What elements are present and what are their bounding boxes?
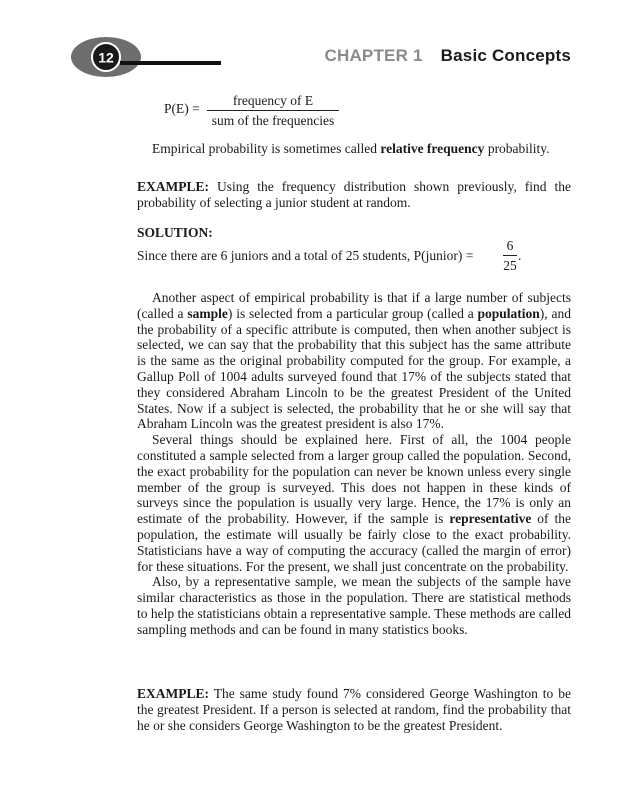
- solution-label: SOLUTION:: [137, 225, 213, 240]
- para-1-part-a: Another aspect of empirical probability is that if a large number of subjects (called a: [137, 290, 571, 321]
- example-1-label: EXAMPLE:: [137, 179, 209, 194]
- formula-lhs: P(E) =: [164, 101, 200, 116]
- para-2-part-a: Several things should be explained here. First of all, the 1004 people constituted a sample selected from a larger group called the population. Second, the exact probability for the population can never be known unless every single member of the group is surveyed. This does not happen in these kinds of surveys since the population is usually very large. Hence, the 17% is only an estimate of the probability. However, if the sample is: [137, 432, 571, 527]
- solution-fraction-bar: [503, 255, 517, 256]
- example-2-text: The same study found 7% considered George Washington to be the greatest President. If a person is selected at random, find the probability that he or she considers George Washington to be the greatest President.: [137, 686, 571, 733]
- example-2-label: EXAMPLE:: [137, 686, 209, 701]
- paragraph-1: [137, 290, 571, 432]
- example-1-text: Using the frequency distribution shown previously, find the probability of selecting a junior student at random.: [137, 179, 571, 210]
- formula-fraction: [207, 92, 339, 129]
- page-number: 12: [98, 49, 114, 66]
- solution-text: Since there are 6 juniors and a total of 25 students, P(junior) =: [137, 248, 474, 263]
- chapter-label: CHAPTER 1: [324, 46, 423, 65]
- solution-period: .: [518, 248, 522, 263]
- intro-text-after: probability.: [484, 141, 550, 156]
- formula-numerator: frequency of E: [232, 93, 314, 108]
- intro-term: relative frequency: [380, 141, 485, 156]
- paragraph-3: Also, by a representative sample, we mean the subjects of the sample have similar characteristics as those in the population. There are statistical methods to help the statisticians obtain a representative sample. These methods are called sampling methods and can be found in many statistics books.: [137, 574, 571, 637]
- paragraph-2: [137, 432, 571, 574]
- running-header: [325, 46, 572, 66]
- solution-fraction: [503, 238, 517, 273]
- term-representative: representative: [449, 511, 532, 527]
- solution-numerator: 6: [506, 238, 514, 253]
- intro-sentence: [152, 141, 572, 157]
- intro-text-before: Empirical probability is sometimes called: [152, 141, 381, 156]
- example-1: [137, 179, 571, 211]
- body-paragraphs: [137, 290, 571, 638]
- fraction-bar: [207, 110, 339, 111]
- header-rule: [120, 61, 221, 65]
- formula-denominator: sum of the frequencies: [211, 113, 335, 128]
- term-population: population: [477, 305, 540, 321]
- page-number-badge: [70, 36, 142, 78]
- solution-denominator: 25: [503, 258, 517, 273]
- para-1-part-c: ), and the probability of a specific attribute is computed, then when another subject is selected, we can say that the probability that this subject has the same attribute is the same as the original probability computed for the group. For example, a Gallup Poll of 1004 adults surveyed found that 17% of the subjects stated that they considered Abraham Lincoln to be the greatest President of the United States. Now if a subject is selected, the probability that he or she will say that Abraham Lincoln was the greatest president is also 17%.: [137, 305, 571, 432]
- para-1-part-b: ) is selected from a particular group (called a: [227, 305, 478, 321]
- para-2-part-b: of the population, the estimate will usually be fairly close to the exact probability. Statisticians have a way of computing the accuracy (called the margin of error) for these situations. For the present, we shall just concentrate on the probability.: [137, 511, 571, 574]
- chapter-title: Basic Concepts: [440, 46, 571, 65]
- example-2: [137, 686, 571, 733]
- solution-line: [137, 238, 571, 272]
- term-sample: sample: [187, 305, 228, 321]
